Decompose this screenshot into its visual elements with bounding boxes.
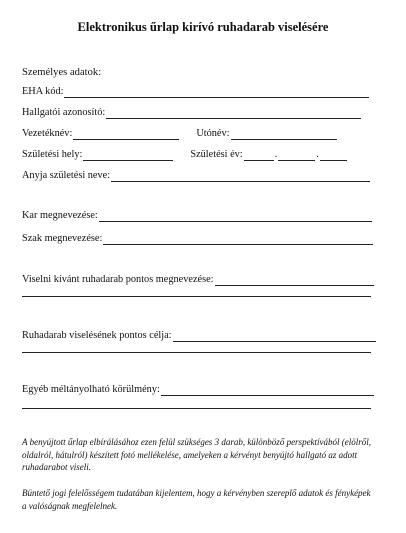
mother-name-label: Anyja születési neve:	[22, 170, 111, 181]
other-field-line-2[interactable]	[22, 408, 371, 409]
garment-row	[22, 274, 374, 286]
name-row	[22, 128, 337, 140]
eha-row	[22, 86, 369, 98]
birthplace-label: Születési hely:	[22, 149, 83, 160]
section-personal-heading: Személyes adatok:	[22, 67, 102, 78]
eha-label: EHA kód:	[22, 86, 64, 97]
firstname-field[interactable]	[231, 130, 337, 140]
faculty-label: Kar megnevezése:	[22, 210, 98, 221]
student-id-label: Hallgatói azonosító:	[22, 107, 106, 118]
birthmonth-field[interactable]	[278, 151, 315, 161]
birthplace-field[interactable]	[83, 151, 173, 161]
major-field[interactable]	[103, 235, 373, 245]
major-label: Szak megnevezése:	[22, 233, 103, 244]
garment-label: Viselni kívánt ruhadarab pontos megnevezése:	[22, 274, 214, 285]
birthday-field[interactable]	[320, 151, 347, 161]
faculty-field[interactable]	[99, 212, 372, 222]
mother-name-field[interactable]	[111, 172, 370, 182]
purpose-field[interactable]	[173, 332, 376, 342]
surname-label: Vezetéknév:	[22, 128, 73, 139]
photo-requirement-note: A benyújtott űrlap elbírálásához ezen felül szükséges 3 darab, különböző perspektívából (elölről, oldalról, hátulról) készített fotó mellékelése, amelyeken a kérvényt benyújtó hallgató az adott ruhadarabot viseli.	[22, 437, 372, 473]
other-label: Egyéb méltányolható körülmény:	[22, 384, 160, 395]
birth-row: Születési hely: Születési év: . .	[22, 149, 347, 161]
eha-field[interactable]	[64, 88, 369, 98]
purpose-row	[22, 330, 376, 342]
birthyear-label: Születési év:	[190, 149, 243, 160]
student-id-row	[22, 107, 361, 119]
other-row	[22, 384, 374, 396]
garment-field-line-2[interactable]	[22, 296, 371, 297]
faculty-row	[22, 210, 372, 222]
student-id-field[interactable]	[106, 109, 361, 119]
purpose-field-line-2[interactable]	[22, 352, 371, 353]
firstname-label: Utónév:	[196, 128, 230, 139]
other-field[interactable]	[161, 386, 374, 396]
mother-row	[22, 170, 370, 182]
major-row	[22, 233, 373, 245]
purpose-label: Ruhadarab viselésének pontos célja:	[22, 330, 172, 341]
surname-field[interactable]	[73, 130, 179, 140]
form-title: Elektronikus űrlap kirívó ruhadarab viselésére	[77, 20, 329, 34]
garment-field[interactable]	[215, 276, 374, 286]
liability-statement: Büntető jogi felelősségem tudatában kijelentem, hogy a kérvényben szereplő adatok és fényképek a valóságnak megfelelnek.	[22, 488, 371, 511]
birthyear-field[interactable]	[244, 151, 274, 161]
